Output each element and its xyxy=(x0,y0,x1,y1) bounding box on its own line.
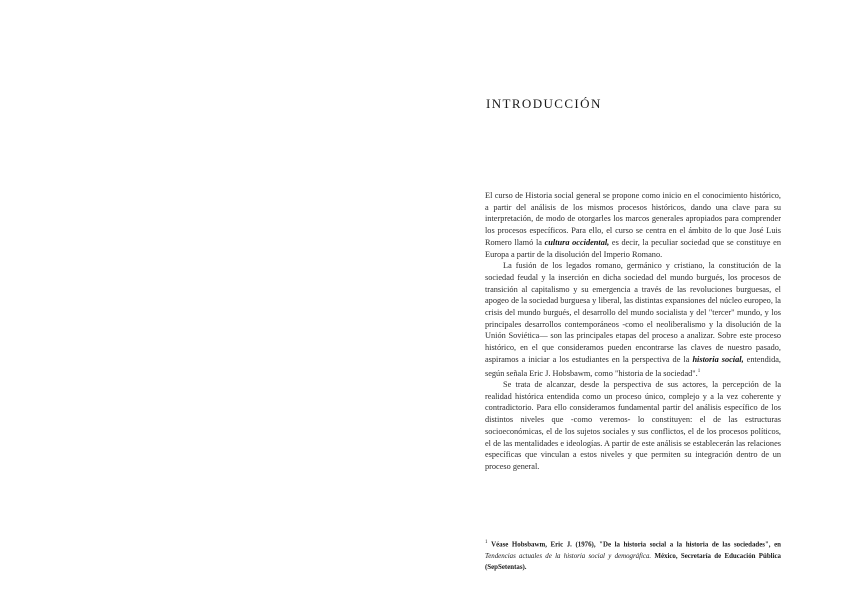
paragraph-1-text-a: El curso de Historia social general se propone como inicio en el conocimiento histórico, a partir del análisis de los mismos procesos históricos, dando una clave para su interpretación, de modo de otorgarles los marcos generales apropiados para comprender los procesos específicos. Para ello, el curso se centra en el ámbito de lo que José Luis Romero llamó la xyxy=(485,191,781,247)
paragraph-2 xyxy=(485,260,781,379)
paragraph-1-text-b: es decir, la peculiar sociedad que se constituye en Europa a partir de la disolución del Imperio Romano. xyxy=(485,237,781,259)
paragraph-2-text-a: La fusión de los legados romano, germánico y cristiano, la constitución de la sociedad feudal y la inserción en dicha sociedad del mundo burgués, los procesos de transición al capitalismo y su emergencia a través de las revoluciones burguesas, el apogeo de la sociedad burguesa y liberal, las distintas expansiones del núcleo europeo, la crisis del mundo burgués, el desarrollo del mundo socialista y del "tercer" mundo, y los principales desarrollos contemporáneos -como el neoliberalismo y la disolución de la Unión Soviética— son las principales etapas del proceso a analizar. Sobre este proceso histórico, en el que consideramos pueden encontrarse las claves de nuestro pasado, aspiramos a iniciar a los estudiantes en la perspectiva de la xyxy=(485,261,781,364)
footnote-citation-b: México, Secretaría de Educación Pública (SepSetentas). xyxy=(485,552,781,571)
footnote-citation-a: Véase Hobsbawm, Eric J. (1976), "De la historia social a la historia de las sociedades", en xyxy=(491,541,781,549)
paragraph-3 xyxy=(485,379,781,473)
page-title: INTRODUCCIÓN xyxy=(486,96,602,111)
footnote-citation-title: Tendencias actuales de la historia social y demográfica. xyxy=(485,552,652,560)
paragraph-3-text: Se trata de alcanzar, desde la perspectiva de sus actores, la percepción de la realidad histórica entendida como un proceso único, complejo y a la vez coherente y contradictorio. Para ello consideramos fundamental partir del análisis específico de los distintos niveles que -como veremos- lo constituyen: el de las estructuras socioeconómicas, el de los sujetos sociales y sus conflictos, el de los procesos políticos, el de las mentalidades e ideologías. A partir de este análisis se establecerán las relaciones específicas que vinculan a estos niveles y que permiten su integración dentro de un proceso general. xyxy=(485,380,781,471)
paragraph-1-emphasis: cultura occidental, xyxy=(544,237,610,247)
paragraph-2-emphasis: historia social, xyxy=(692,354,744,364)
paragraph-2-text-b: entendida, según señala Eric J. Hobsbawm, como "historia de la sociedad". xyxy=(485,354,781,378)
paragraph-1 xyxy=(485,190,781,260)
footnote-reference: 1 xyxy=(697,368,701,374)
footnote xyxy=(485,537,781,573)
body-text xyxy=(485,190,781,473)
footnote-mark: 1 xyxy=(485,540,488,545)
